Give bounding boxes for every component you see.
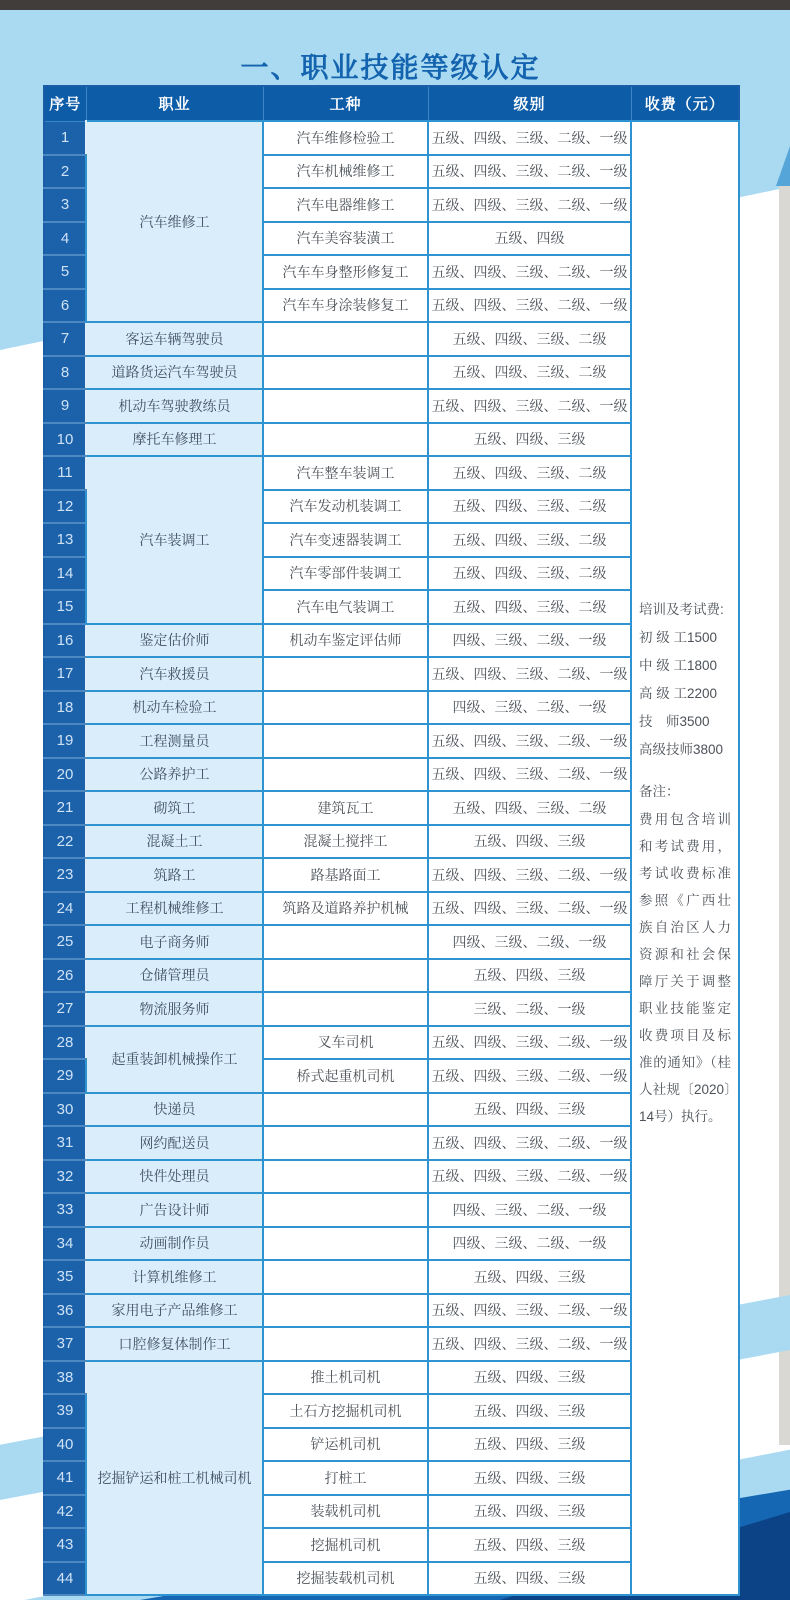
seq-cell: 11 [44,456,86,490]
seq-cell: 2 [44,155,86,189]
occupation-cell: 广告设计师 [86,1193,263,1227]
seq-cell: 30 [44,1093,86,1127]
worktype-cell: 建筑瓦工 [263,791,428,825]
occupation-cell: 动画制作员 [86,1227,263,1261]
worktype-cell: 打桩工 [263,1461,428,1495]
worktype-cell: 挖掘装载机司机 [263,1562,428,1596]
seq-cell: 43 [44,1528,86,1562]
column-header-fee: 收费（元） [631,86,739,121]
worktype-cell: 挖掘机司机 [263,1528,428,1562]
worktype-cell: 装载机司机 [263,1495,428,1529]
fee-price-line: 高级技师3800 [639,742,724,757]
worktype-cell: 推土机司机 [263,1361,428,1395]
levels-cell: 五级、四级、三级、二级、一级 [428,1026,631,1060]
seq-cell: 16 [44,624,86,658]
worktype-cell [263,992,428,1026]
seq-cell: 3 [44,188,86,222]
worktype-cell: 汽车车身涂装修复工 [263,289,428,323]
seq-cell: 25 [44,925,86,959]
occupation-cell: 快递员 [86,1093,263,1127]
seq-cell: 8 [44,356,86,390]
seq-cell: 42 [44,1495,86,1529]
seq-cell: 18 [44,691,86,725]
levels-cell: 五级、四级、三级、二级、一级 [428,389,631,423]
seq-cell: 15 [44,590,86,624]
seq-cell: 32 [44,1160,86,1194]
levels-cell: 四级、三级、二级、一级 [428,691,631,725]
occupation-cell: 物流服务师 [86,992,263,1026]
seq-cell: 22 [44,825,86,859]
seq-cell: 19 [44,724,86,758]
levels-cell: 四级、三级、二级、一级 [428,1193,631,1227]
worktype-cell [263,356,428,390]
levels-cell: 五级、四级、三级 [428,825,631,859]
seq-cell: 35 [44,1260,86,1294]
levels-cell: 五级、四级、三级 [428,1093,631,1127]
worktype-cell: 筑路及道路养护机械 [263,892,428,926]
seq-cell: 4 [44,222,86,256]
seq-cell: 28 [44,1026,86,1060]
occupation-cell: 汽车维修工 [86,121,263,322]
seq-cell: 9 [44,389,86,423]
fee-price-line: 初 级 工1500 [639,630,718,645]
fee-note: 费用包含培训和考试费用，考试收费标准参照《广西壮族自治区人力资源和社会保障厅关于调整职业技能鉴定收费项目及标准的通知》（桂人社规〔2020〕14号）执行。 [639,812,731,1124]
occupation-cell: 道路货运汽车驾驶员 [86,356,263,390]
worktype-cell [263,389,428,423]
levels-cell: 五级、四级、三级、二级、一级 [428,1327,631,1361]
worktype-cell: 汽车变速器装调工 [263,523,428,557]
worktype-cell [263,322,428,356]
worktype-cell [263,423,428,457]
occupation-cell: 混凝土工 [86,825,263,859]
seq-cell: 12 [44,490,86,524]
worktype-cell: 汽车机械维修工 [263,155,428,189]
worktype-cell [263,1093,428,1127]
fee-title-line: 培训及考试费: [639,602,724,617]
levels-cell: 四级、三级、二级、一级 [428,1227,631,1261]
worktype-cell [263,691,428,725]
levels-cell: 五级、四级、三级、二级、一级 [428,121,631,155]
seq-cell: 27 [44,992,86,1026]
worktype-cell: 土石方挖掘机司机 [263,1394,428,1428]
levels-cell: 五级、四级、三级 [428,1562,631,1596]
levels-cell: 五级、四级、三级、二级 [428,523,631,557]
levels-cell: 五级、四级、三级、二级、一级 [428,1294,631,1328]
header-row [44,86,739,121]
levels-cell: 五级、四级、三级、二级 [428,590,631,624]
occupation-cell: 计算机维修工 [86,1260,263,1294]
table-row [44,121,739,155]
levels-cell: 五级、四级、三级 [428,959,631,993]
occupation-cell: 鉴定估价师 [86,624,263,658]
seq-cell: 38 [44,1361,86,1395]
occupation-cell: 汽车装调工 [86,456,263,624]
worktype-cell [263,1126,428,1160]
levels-cell: 五级、四级、三级 [428,1260,631,1294]
seq-cell: 23 [44,858,86,892]
seq-cell: 44 [44,1562,86,1596]
column-header-occupation: 职业 [86,86,263,121]
occupation-cell: 工程测量员 [86,724,263,758]
seq-cell: 13 [44,523,86,557]
fee-price-line: 高 级 工2200 [639,686,718,701]
seq-cell: 7 [44,322,86,356]
levels-cell: 五级、四级、三级 [428,1394,631,1428]
worktype-cell: 汽车整车装调工 [263,456,428,490]
occupation-cell: 公路养护工 [86,758,263,792]
column-header-worktype: 工种 [263,86,428,121]
levels-cell: 五级、四级、三级、二级 [428,456,631,490]
levels-cell: 五级、四级、三级 [428,1461,631,1495]
levels-cell: 五级、四级、三级、二级、一级 [428,1059,631,1093]
levels-cell: 五级、四级、三级、二级、一级 [428,724,631,758]
worktype-cell: 汽车美容装潢工 [263,222,428,256]
worktype-cell [263,925,428,959]
levels-cell: 五级、四级、三级、二级、一级 [428,188,631,222]
occupation-cell: 摩托车修理工 [86,423,263,457]
seq-cell: 6 [44,289,86,323]
levels-cell: 五级、四级、三级、二级 [428,490,631,524]
seq-cell: 14 [44,557,86,591]
worktype-cell: 叉车司机 [263,1026,428,1060]
levels-cell: 五级、四级、三级、二级 [428,791,631,825]
worktype-cell [263,1294,428,1328]
seq-cell: 40 [44,1428,86,1462]
seq-cell: 21 [44,791,86,825]
fee-price-line: 中 级 工1800 [639,658,718,673]
table-header [44,86,739,121]
page-title: 一、职业技能等级认定 [240,52,541,83]
worktype-cell: 铲运机司机 [263,1428,428,1462]
occupation-cell: 起重装卸机械操作工 [86,1026,263,1093]
worktype-cell: 汽车电气装调工 [263,590,428,624]
occupation-cell: 快件处理员 [86,1160,263,1194]
seq-cell: 34 [44,1227,86,1261]
skills-table [43,85,740,1596]
levels-cell: 五级、四级、三级、二级 [428,356,631,390]
levels-cell: 五级、四级、三级、二级、一级 [428,858,631,892]
seq-cell: 5 [44,255,86,289]
levels-cell: 五级、四级、三级 [428,1495,631,1529]
worktype-cell [263,1193,428,1227]
fee-cell [631,121,739,1595]
worktype-cell [263,959,428,993]
levels-cell: 五级、四级、三级 [428,1428,631,1462]
seq-cell: 37 [44,1327,86,1361]
seq-cell: 41 [44,1461,86,1495]
worktype-cell: 桥式起重机司机 [263,1059,428,1093]
seq-cell: 26 [44,959,86,993]
worktype-cell: 汽车电器维修工 [263,188,428,222]
occupation-cell: 砌筑工 [86,791,263,825]
occupation-cell: 口腔修复体制作工 [86,1327,263,1361]
seq-cell: 31 [44,1126,86,1160]
column-header-level: 级别 [428,86,631,121]
levels-cell: 五级、四级、三级、二级、一级 [428,758,631,792]
worktype-cell: 汽车发动机装调工 [263,490,428,524]
levels-cell: 五级、四级、三级、二级、一级 [428,892,631,926]
levels-cell: 五级、四级、三级、二级、一级 [428,289,631,323]
levels-cell: 五级、四级、三级 [428,1361,631,1395]
levels-cell: 四级、三级、二级、一级 [428,925,631,959]
occupation-cell: 机动车驾驶教练员 [86,389,263,423]
seq-cell: 29 [44,1059,86,1093]
levels-cell: 五级、四级、三级、二级、一级 [428,155,631,189]
fee-price-line: 技 师3500 [639,714,710,729]
levels-cell: 五级、四级、三级 [428,423,631,457]
table-body [44,121,739,1595]
worktype-cell [263,1260,428,1294]
fee-note-label: 备注： [639,784,680,799]
occupation-cell: 筑路工 [86,858,263,892]
levels-cell: 五级、四级、三级、二级、一级 [428,657,631,691]
worktype-cell [263,724,428,758]
seq-cell: 1 [44,121,86,155]
levels-cell: 五级、四级、三级、二级、一级 [428,1160,631,1194]
worktype-cell: 混凝土搅拌工 [263,825,428,859]
worktype-cell [263,1160,428,1194]
seq-cell: 24 [44,892,86,926]
seq-cell: 36 [44,1294,86,1328]
levels-cell: 三级、二级、一级 [428,992,631,1026]
worktype-cell: 汽车维修检验工 [263,121,428,155]
column-header-seq: 序号 [44,86,86,121]
occupation-cell: 汽车救援员 [86,657,263,691]
worktype-cell: 汽车零部件装调工 [263,557,428,591]
levels-cell: 四级、三级、二级、一级 [428,624,631,658]
levels-cell: 五级、四级 [428,222,631,256]
levels-cell: 五级、四级、三级、二级、一级 [428,255,631,289]
seq-cell: 10 [44,423,86,457]
occupation-cell: 仓储管理员 [86,959,263,993]
seq-cell: 17 [44,657,86,691]
occupation-cell: 机动车检验工 [86,691,263,725]
occupation-cell: 工程机械维修工 [86,892,263,926]
worktype-cell [263,657,428,691]
seq-cell: 20 [44,758,86,792]
levels-cell: 五级、四级、三级、二级、一级 [428,1126,631,1160]
worktype-cell: 路基路面工 [263,858,428,892]
right-gray-strip [779,186,790,1445]
levels-cell: 五级、四级、三级 [428,1528,631,1562]
occupation-cell: 客运车辆驾驶员 [86,322,263,356]
seq-cell: 33 [44,1193,86,1227]
occupation-cell: 网约配送员 [86,1126,263,1160]
top-dark-bar [0,0,790,10]
levels-cell: 五级、四级、三级、二级 [428,557,631,591]
occupation-cell: 电子商务师 [86,925,263,959]
occupation-cell: 家用电子产品维修工 [86,1294,263,1328]
worktype-cell: 机动车鉴定评估师 [263,624,428,658]
levels-cell: 五级、四级、三级、二级 [428,322,631,356]
fee-text-block [639,596,731,1130]
worktype-cell [263,1327,428,1361]
seq-cell: 39 [44,1394,86,1428]
worktype-cell [263,758,428,792]
worktype-cell [263,1227,428,1261]
worktype-cell: 汽车车身整形修复工 [263,255,428,289]
occupation-cell: 挖掘铲运和桩工机械司机 [86,1361,263,1596]
